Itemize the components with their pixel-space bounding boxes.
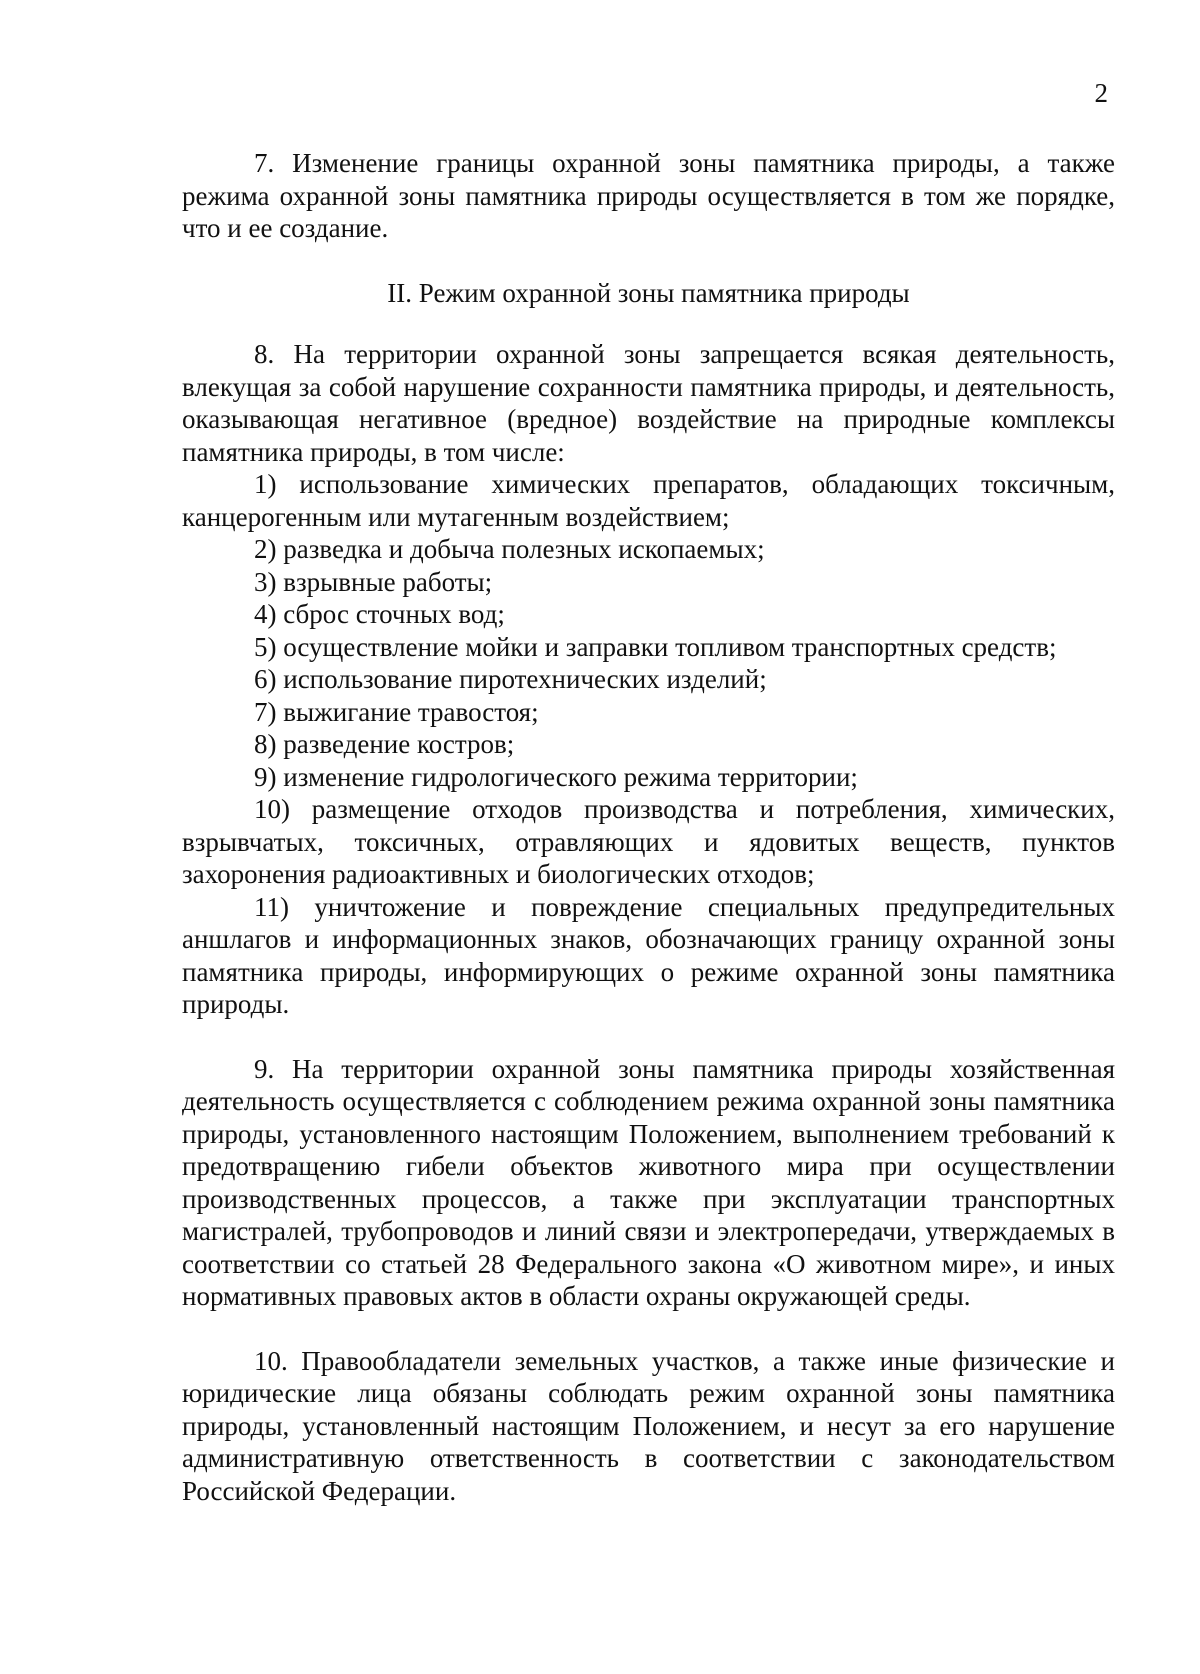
list-item: 2) разведка и добыча полезных ископаемых; — [254, 534, 765, 564]
list-item: 8) разведение костров; — [254, 729, 515, 759]
paragraph-8: 8. На территории охранной зоны запрещается всякая деятельность, влекущая за собой нарушение сохранности памятника природы, и деятельность, оказывающая негативное (вредное) воздействие на природные комплексы памятника природы, в том числе: — [182, 339, 1115, 467]
page-number: 2 — [1094, 78, 1108, 108]
list-item: 11) уничтожение и повреждение специальных предупредительных аншлагов и информационных знаков, обозначающих границу охранной зоны памятника природы, информирующих о режиме охранной зоны памятника природы. — [182, 891, 1115, 1019]
list-item: 4) сброс сточных вод; — [254, 599, 505, 629]
paragraph-7: 7. Изменение границы охранной зоны памятника природы, а также режима охранной зоны памятника природы осуществляется в том же порядке, что и ее создание. — [182, 148, 1115, 243]
section-heading: II. Режим охранной зоны памятника природы — [387, 277, 910, 308]
list-item: 6) использование пиротехнических изделий; — [254, 664, 767, 694]
list-item: 5) осуществление мойки и заправки топливом транспортных средств; — [254, 631, 1057, 662]
list-item: 10) размещение отходов производства и потребления, химических, взрывчатых, токсичных, отравляющих и ядовитых веществ, пунктов захоронения радиоактивных и биологических отходов; — [182, 794, 1115, 889]
document-body — [182, 147, 1115, 1507]
paragraph-9: 9. На территории охранной зоны памятника природы хозяйственная деятельность осуществляется с соблюдением режима охранной зоны памятника природы, установленного настоящим Положением, выполнением требований к предотвращению гибели объектов животного мира при осуществлении производственных процессов, а также при эксплуатации транспортных магистралей, трубопроводов и линий связи и электропередачи, утверждаемых в соответствии со статьей 28 Федерального закона «О животном мире», и иных нормативных правовых актов в области охраны окружающей среды. — [182, 1053, 1115, 1311]
list-item: 1) использование химических препаратов, обладающих токсичным, канцерогенным или мутагенным воздействием; — [182, 469, 1115, 532]
list-item: 7) выжигание травостоя; — [254, 696, 539, 727]
paragraph-10: 10. Правообладатели земельных участков, а также иные физические и юридические лица обязаны соблюдать режим охранной зоны памятника природы, установленный настоящим Положением, и несут за его нарушение административную ответственность в соответствии с законодательством Российской Федерации. — [182, 1345, 1115, 1506]
list-item: 9) изменение гидрологического режима территории; — [254, 761, 858, 792]
prohibited-activities-list — [182, 468, 1115, 1021]
list-item: 3) взрывные работы; — [254, 566, 493, 597]
